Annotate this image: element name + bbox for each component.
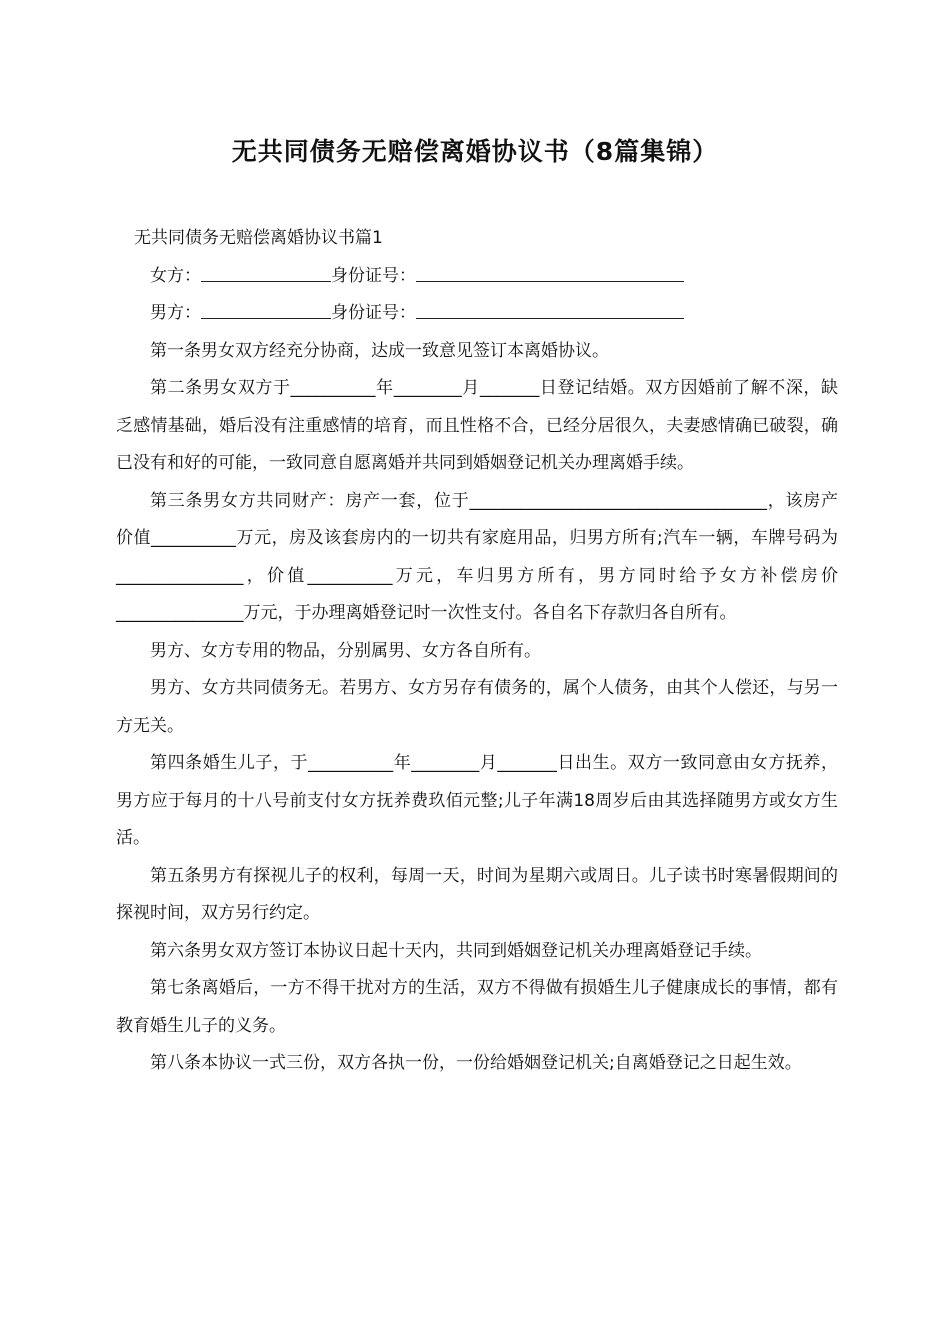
name-blank — [201, 263, 331, 282]
article-3: 第三条男女方共同财产：房产一套，位于___________________________________，该房产价值__________万元，房及该套房内的一切共有家庭用品，归男方所有;汽车一辆，车牌号码为_______________，价值__________万元，车归男方所有，男方同时给予女方补偿房价_______________万元，于办理离婚登记时一次性支付。各自名下存款归各自所有。 — [116, 490, 838, 623]
id-number-blank — [416, 300, 684, 319]
id-label: 身份证号： — [331, 265, 416, 286]
party-line-male — [116, 295, 838, 333]
id-number-blank — [416, 263, 684, 282]
name-blank — [201, 300, 331, 319]
personal-items-paragraph: 男方、女方专用的物品，分别属男、女方各自所有。 — [150, 640, 541, 661]
article-7: 第七条离婚后，一方不得干扰对方的生活，双方不得做有损婚生儿子健康成长的事情，都有教育婚生儿子的义务。 — [116, 978, 838, 1036]
document-title: 无共同债务无赔偿离婚协议书（8篇集锦） — [231, 137, 719, 166]
article-1: 第一条男女双方经充分协商，达成一致意见签订本离婚协议。 — [150, 340, 609, 361]
section-title: 无共同债务无赔偿离婚协议书篇1 — [134, 228, 383, 248]
article-5: 第五条男方有探视儿子的权利，每周一天，时间为星期六或周日。儿子读书时寒暑假期间的探视时间，双方另行约定。 — [116, 865, 838, 923]
document-body — [116, 220, 838, 1083]
article-6: 第六条男女双方签订本协议日起十天内，共同到婚姻登记机关办理离婚登记手续。 — [150, 940, 762, 961]
id-label: 身份证号： — [331, 303, 416, 323]
debt-paragraph: 男方、女方共同债务无。若男方、女方另存有债务的，属个人债务，由其个人偿还，与另一方无关。 — [116, 678, 838, 736]
party-label: 女方： — [150, 265, 201, 286]
article-8: 第八条本协议一式三份，双方各执一份，一份给婚姻登记机关;自离婚登记之日起生效。 — [150, 1053, 802, 1073]
article-2: 第二条男女双方于__________年________月_______日登记结婚。双方因婚前了解不深，缺乏感情基础，婚后没有注重感情的培育，而且性格不合，已经分居很久，夫妻感情确已破裂，确已没有和好的可能，一致同意自愿离婚并共同到婚姻登记机关办理离婚手续。 — [116, 378, 838, 473]
party-label: 男方： — [150, 303, 201, 323]
article-4: 第四条婚生儿子，于__________年________月_______日出生。双方一致同意由女方抚养，男方应于每月的十八号前支付女方抚养费玖佰元整;儿子年满18周岁后由其选择随男方或女方生活。 — [116, 753, 838, 848]
party-line-female — [116, 258, 838, 296]
